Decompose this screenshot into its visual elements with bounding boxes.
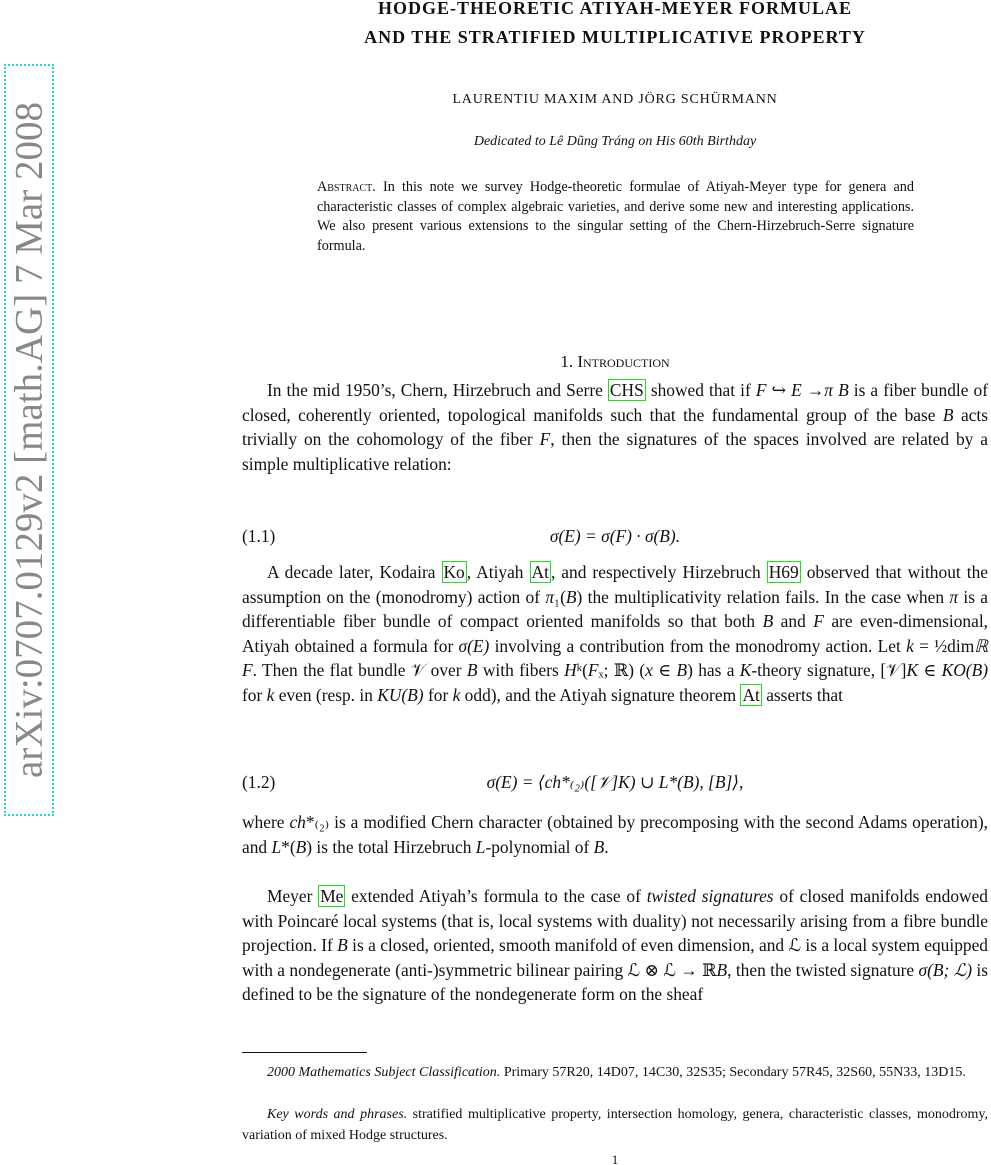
- math-text: k: [906, 635, 914, 656]
- math-text: F: [242, 660, 253, 680]
- math-text: H: [564, 660, 577, 680]
- paragraph: Meyer Me extended Atiyah’s formula to the case of twisted signatures of closed manifolds endowed with Poincaré local systems (that is, local systems with duality) not necessarily arising from a fibre bundle projection. If B is a closed, oriented, smooth manifold of even dimension, and ℒ is a local system equipped with a nondegenerate (anti-)symmetric bilinear pairing ℒ ⊗ ℒ → ℝB, then the twisted signature σ(B; ℒ) is defined to be the signature of the nondegenerate form on the sheaf: [242, 886, 988, 1004]
- math-text: B: [466, 660, 478, 680]
- footnote: Key words and phrases. stratified multiplicative property, intersection homology, genera, characteristic classes, monodromy, variation of mixed Hodge structures.: [242, 1107, 988, 1143]
- math-text: π: [824, 380, 833, 400]
- math-text: σ(B; ℒ): [918, 959, 973, 980]
- math-text: π: [545, 586, 555, 607]
- arxiv-stamp: [4, 64, 54, 816]
- citation-link[interactable]: At: [531, 562, 549, 582]
- math-text: σ(E): [458, 635, 490, 656]
- math-text: twisted signatures: [646, 886, 774, 906]
- equation-body: σ(E) = ⟨ch*₍₂₎([𝒱]K) ∪ L*(B), [B]⟩,: [486, 772, 744, 792]
- math-text: B: [676, 660, 688, 680]
- math-text: KO(B): [941, 660, 988, 680]
- section-title: 1. Introduction: [560, 352, 670, 371]
- citation-link[interactable]: Ko: [443, 562, 465, 582]
- math-text: B: [762, 611, 774, 631]
- math-text: k: [266, 684, 275, 705]
- abstract: [317, 178, 914, 257]
- math-text: F: [587, 660, 599, 680]
- math-text: ℝ: [974, 635, 989, 656]
- title-line: AND THE STRATIFIED MULTIPLICATIVE PROPERTY: [364, 27, 866, 47]
- math-text: 2000 Mathematics Subject Classification.: [267, 1065, 501, 1080]
- paper-title: [242, 0, 988, 52]
- math-text: L: [475, 836, 486, 857]
- math-text: k: [452, 684, 461, 705]
- math-text: F: [813, 611, 824, 631]
- citation-link[interactable]: H69: [768, 562, 799, 582]
- citation-link[interactable]: Me: [320, 886, 344, 906]
- citation-link[interactable]: At: [742, 684, 760, 705]
- math-text: ch: [289, 812, 306, 832]
- math-text: KU(B): [377, 684, 424, 705]
- math-text: π: [949, 586, 959, 607]
- math-text: B: [295, 836, 307, 857]
- title-line: HODGE-THEORETIC ATIYAH-MEYER FORMULAE: [377, 0, 853, 18]
- math-text: B: [716, 959, 728, 980]
- math-text: B: [593, 836, 605, 857]
- paragraph: where ch*₍₂₎ is a modified Chern character (obtained by precomposing with the second Adams operation), and L*(B) is the total Hirzebruch L-polynomial of B.: [242, 812, 988, 857]
- citation-link[interactable]: CHS: [609, 380, 644, 400]
- math-text: x: [645, 660, 653, 680]
- math-text: B: [942, 404, 954, 425]
- math-text: Key words and phrases.: [267, 1107, 408, 1122]
- equation-1-2: [242, 772, 988, 793]
- paragraph: A decade later, Kodaira Ko , Atiyah At , and respectively Hirzebruch H69 observed that without the assumption on the (monodromy) action of π₁(B) the multiplicativity relation fails. In the case when π is a differentiable fiber bundle of compact oriented manifolds so that both B and F are even-dimensional, Atiyah obtained a formula for σ(E) involving a contribution from the monodromy action. Let k = ½dimℝ F. Then the flat bundle 𝒱 over B with fibers Hᵏ(Fₓ; ℝ) (x ∈ B) has a K-theory signature, [𝒱]K ∈ KO(B) for k even (resp. in KU(B) for k odd), and the Atiyah signature theorem At asserts that: [242, 562, 989, 705]
- math-text: K: [739, 660, 752, 680]
- footnote: 2000 Mathematics Subject Classification. Primary 57R20, 14D07, 14C30, 32S35; Secondary 57R45, 32S60, 55N33, 13D15.: [267, 1065, 966, 1080]
- math-text: B: [838, 380, 849, 400]
- math-text: F ↪ E: [755, 380, 802, 400]
- math-text: K: [906, 660, 919, 680]
- arxiv-id: arXiv:0707.0129v2 [math.AG] 7 Mar 2008: [7, 102, 51, 778]
- footnote-rule: [242, 1052, 367, 1053]
- authors: LAURENTIU MAXIM AND JÖRG SCHÜRMANN: [452, 92, 778, 107]
- equation-body: σ(E) = σ(F) · σ(B).: [549, 526, 681, 546]
- abstract-text: In this note we survey Hodge-theoretic formulae of Atiyah-Meyer type for genera and characteristic classes of complex algebraic varieties, and derive some new and interesting applications. We also present various extensions to the singular setting of the Chern-Hirzebruch-Serre signature formula.: [317, 179, 914, 255]
- abstract-label: Abstract.: [317, 179, 376, 195]
- math-text: B: [337, 935, 348, 955]
- page-number: 1: [611, 1152, 619, 1165]
- equation-1-1: [242, 526, 988, 547]
- paragraph: In the mid 1950’s, Chern, Hirzebruch and Serre CHS showed that if F ↪ E →π B is a fiber bundle of closed, coherently oriented, topological manifolds such that the fundamental group of the base B acts trivially on the cohomology of the fiber F, then the signatures of the spaces involved are related by a simple multiplicative relation:: [242, 380, 988, 474]
- dedication: Dedicated to Lê Dũng Tráng on His 60th Birthday: [473, 134, 757, 149]
- equation-number: (1.2): [242, 772, 276, 792]
- math-text: L: [271, 836, 282, 857]
- equation-number: (1.1): [242, 526, 276, 546]
- math-text: F: [539, 429, 551, 449]
- math-text: B: [565, 586, 577, 607]
- section-heading: [242, 352, 988, 372]
